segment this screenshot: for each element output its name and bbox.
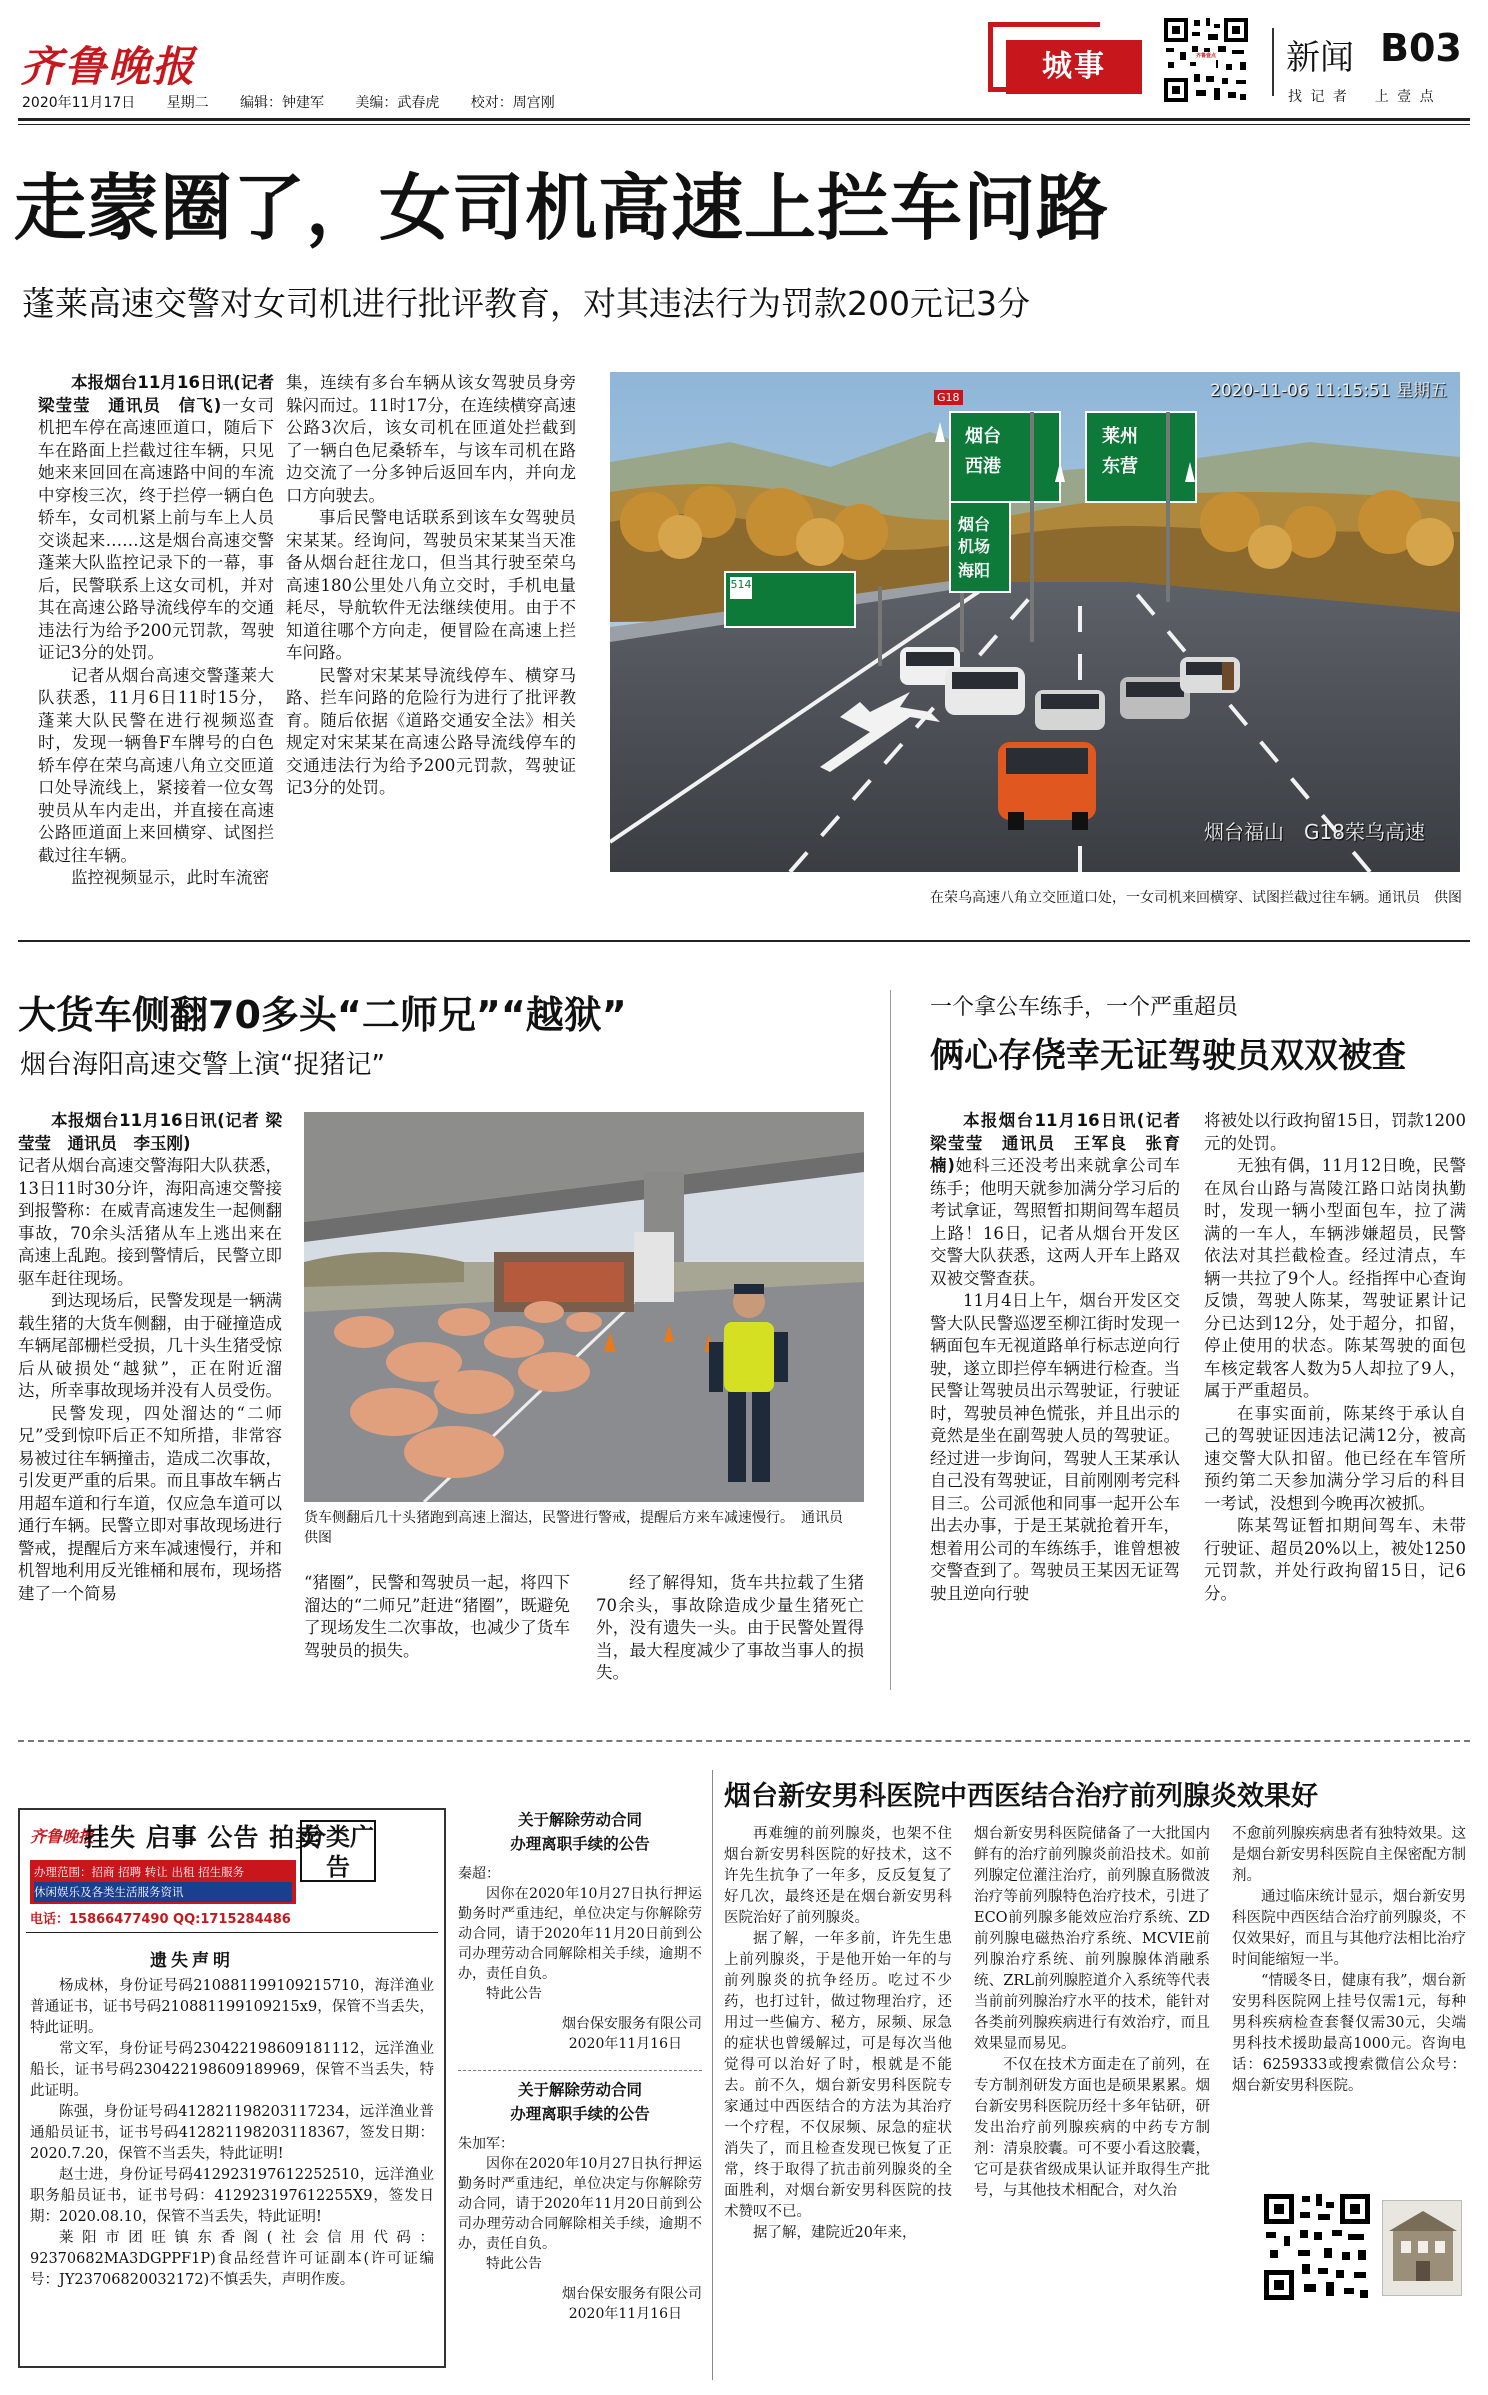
section-name: 新闻	[1286, 38, 1354, 78]
notice1-title1: 关于解除劳动合同	[517, 1811, 642, 1829]
lost-notice-item: 杨成林，身份证号码210881199109215710，海洋渔业普通证书，证书号码210881199109215x9，保管不当丢失，特此证明。	[30, 1978, 434, 2036]
hospital-ad-column-3	[1232, 1824, 1466, 2174]
hospital-ad-paragraph: “情暖冬日，健康有我”，烟台新安男科医院网上挂号仅需1元，每种男科疾病检查套餐仅需30元，尖端男科技术援助最高1000元。咨询电话：6259333或搜索微信公众号：烟台新安男科医院。	[1232, 1973, 1466, 2094]
notices-divider	[458, 2070, 702, 2071]
notice2-title2: 办理离职手续的公告	[510, 2105, 650, 2123]
story3-paragraph: 她科三还没考出来就拿公司车练手；他明天就参加满分学习后的考试拿证，驾照暂扣期间驾车超员上路！16日，记者从烟台开发区交警大队获悉，这两人开车上路双双被交警查获。	[930, 1156, 1180, 1288]
story3-column-1	[930, 1110, 1197, 1702]
story2-headline: 大货车侧翻70多头“二师兄”“越狱”	[18, 993, 627, 1037]
classified-logo: 齐鲁晚报	[30, 1827, 95, 1846]
hospital-qr-code	[1262, 2192, 1372, 2302]
lost-notice-item: 赵士进，身份证号码412923197612252510，远洋渔业职务船员证书，证书号码：412923197612255X9，签发日期：2020.08.10，保管不当丢失，特此证明!	[30, 2167, 434, 2225]
sign-dest-yantai: 烟台	[965, 426, 1001, 447]
hospital-ad-paragraph: 通过临床统计显示，烟台新安男科医院中西医结合治疗前列腺炎，不仅效果好，而且与其他疗法相比治疗时间能缩短一半。	[1232, 1889, 1466, 1968]
photo-timestamp: 2020-11-06 11:15:51 星期五	[1210, 381, 1447, 401]
issue-weekday: 星期二	[166, 95, 209, 111]
story1-column-1	[38, 372, 274, 912]
story3-byline: 本报烟台11月16日讯(记者 梁莹莹 通讯员 王军良 张育楠)	[930, 1111, 1197, 1175]
masthead-divider	[1272, 28, 1274, 96]
sign-dest-airport: 机场	[958, 537, 991, 556]
sign-dest-yantai2: 烟台	[958, 515, 991, 534]
story2-paragraph: “猪圈”，民警和驾驶员一起，将四下溜达的“二师兄”赶进“猪圈”，既避免了现场发生二次事故，也减少了货车驾驶员的损失。	[304, 1573, 570, 1660]
classified-services	[30, 1860, 296, 1904]
story3-kicker: 一个拿公车练手，一个严重超员	[930, 995, 1239, 1020]
pig-truck-photo	[304, 1112, 864, 1502]
highway-photo	[610, 372, 1460, 872]
story1-paragraph: 事后民警电话联系到该车女驾驶员宋某某。经询问，驾驶员宋某某当天准备从烟台赶往龙口，但当其行驶至荣乌高速180公里处八角立交时，手机电量耗尽，导航软件无法继续使用。由于不知道往哪个方向走，便冒险在高速上拦车问路。	[286, 508, 576, 662]
section-tag: 城事	[1006, 40, 1142, 94]
highway-photo-caption: 在荣乌高速八角立交匝道口处，一女司机来回横穿、试图拦截过往车辆。通讯员 供图	[930, 890, 1462, 906]
lost-notice-title: 遗失声明	[150, 1951, 234, 1971]
notice2-salute: 朱加军：	[458, 2136, 514, 2152]
story3-paragraph: 在事实面前，陈某终于承认自己的驾驶证因违法记满12分，被高速交警大队扣留。他已经在车管所预约第二天参加满分学习后的科目一考试，没想到今晚再次被抓。	[1204, 1403, 1466, 1513]
classified-services-line1: 办理范围：招商 招聘 转让 出租 招生服务	[34, 1865, 245, 1879]
story2-column-2	[304, 1572, 570, 1702]
story2-column-1	[18, 1110, 282, 1702]
issue-date: 2020年11月17日	[22, 95, 136, 111]
story1-column-2	[286, 372, 576, 912]
story1-paragraph: 民警对宋某某导流线停车、横穿马路、拦车问路的危险行为进行了批评教育。随后依据《道路交通安全法》相关规定对宋某某在高速公路导流线停车的交通违法行为给予200元罚款，驾驶证记3分的处罚。	[286, 665, 576, 797]
notice1	[458, 1808, 702, 2054]
story2-paragraph: 经了解得知，货车共拉载了生猪70余头，事故除造成少量生猪死亡外，没有遗失一头。由于民警处置得当，最大程度减少了事故当事人的损失。	[596, 1573, 864, 1682]
story1-paragraph: 集，连续有多台车辆从该女驾驶员身旁躲闪而过。11时17分，在连续横穿高速公路3次后，该女司机在匝道处拦截到了一辆白色尼桑轿车，与该车司机在路边交流了一分多钟后返回车内，并向龙口方向驶去。	[286, 373, 576, 505]
hospital-ad-paragraph: 不仅在技术方面走在了前列，在专方制剂研发方面也是硕果累累。烟台新安男科医院历经十多年钻研，研发出治疗前列腺疾病的中药专方制剂：清泉胶囊。可不要小看这胶囊，它可是获省级成果认证并取得生产批号，与其他技术相配合，对久治	[974, 2057, 1210, 2199]
lost-notice-item: 陈强，身份证号码412821198203117234，远洋渔业普通船员证书，证书号码412821198203118367，签发日期：2020.7.20，保管不当丢失，特此证明!	[30, 2104, 434, 2162]
sign-dest-xigang: 西港	[965, 456, 1001, 477]
story2-byline: 本报烟台11月16日讯(记者 梁莹莹 通讯员 李玉刚)	[18, 1111, 282, 1153]
classified-phone: 电话：15866477490 QQ:1715284486	[30, 1912, 291, 1927]
ads-vertical-divider	[712, 1770, 713, 2380]
story2-column-3	[596, 1572, 864, 1702]
qr-code	[1162, 16, 1250, 104]
classified-big-tag: 分类广告	[300, 1820, 376, 1882]
story3-headline: 俩心存侥幸无证驾驶员双双被查	[930, 1036, 1406, 1076]
notice1-body: 因你在2020年10月27日执行押运勤务时严重违纪，单位决定与你解除劳动合同，请于2020年11月20日前到公司办理劳动合同解除相关手续，逾期不办，责任自负。	[458, 1886, 702, 1982]
story3-paragraph: 陈某驾证暂扣期间驾车、未带行驶证、超员20%以上，被处1250元罚款，并处行政拘留15日，记6分。	[1204, 1516, 1466, 1603]
story3-paragraph: 11月4日上午，烟台开发区交警大队民警巡逻至柳江街时发现一辆面包车无视道路单行标志逆向行驶，遂立即拦停车辆进行检查。当民警让驾驶员出示驾驶证，行驶证时，驾驶员神色慌张，并且出示的竟然是坐在副驾驶人员的驾驶证。经过进一步询问，驾驶人王某承认自己没有驾驶证，目前刚刚考完科目三。公司派他和同事一起开公车出去办事，于是王某就抢着开车，想着用公司的车练练手，谁曾想被交警查到了。驾驶员王某因无证驾驶且逆向行驶	[930, 1291, 1180, 1603]
issue-meta	[22, 92, 555, 112]
hospital-logo-image	[1382, 2200, 1462, 2296]
story1-headline: 走蒙圈了，女司机高速上拦车问路	[14, 166, 1110, 250]
notice2-body: 因你在2020年10月27日执行押运勤务时严重违纪，单位决定与你解除劳动合同，请于2020年11月20日前到公司办理劳动合同解除相关手续，逾期不办，责任自负。	[458, 2156, 702, 2252]
story1-bottom-rule	[18, 940, 1470, 942]
notice1-salute: 秦超：	[458, 1866, 500, 1882]
story2-paragraph: 到达现场后，民警发现是一辆满载生猪的大货车侧翻，由于碰撞造成车辆尾部栅栏受损，几十头生猪受惊后从破损处“越狱”，正在附近溜达，所幸事故现场并没有人员受伤。	[18, 1291, 282, 1400]
notice1-sign: 特此公告	[486, 1986, 542, 2002]
masthead-rule-thin	[18, 124, 1470, 125]
newspaper-logo: 齐鲁晚报	[20, 42, 197, 91]
story2-paragraph: 民警发现，四处溜达的“二师兄”受到惊吓后正不知所措，非常容易被过往车辆撞击，造成二次事故，引发更严重的后果。而且事故车辆占用超车道和行车道，仅应急车道可以通行车辆。民警立即对事故现场进行警戒，提醒后方来车减速慢行，并和机智地利用反光锥桶和展布，现场搭建了一个简易	[18, 1403, 282, 1603]
story3-column-2	[1204, 1110, 1466, 1702]
story2-story3-divider	[890, 990, 891, 1690]
notice2-sign: 特此公告	[486, 2256, 542, 2272]
classified-services-line2: 休闲娱乐及各类生活服务资讯	[34, 1882, 292, 1902]
story1-paragraph: 记者从烟台高速交警蓬莱大队获悉，11月6日11时15分，蓬莱大队民警在进行视频巡查时，发现一辆鲁F车牌号的白色轿车停在荣乌高速八角立交匝道口处导流线上，紧接着一位女驾驶员从车内走出，并直接在高速公路匝道面上来回横穿、试图拦截过往车辆。	[38, 665, 274, 865]
notice2-date: 2020年11月16日	[568, 2306, 682, 2322]
editor-credit: 编辑：钟建军	[239, 95, 324, 111]
sign-dest-laizhou: 莱州	[1102, 426, 1138, 447]
story3-paragraph: 将被处以行政拘留15日，罚款1200元的处罚。	[1204, 1111, 1466, 1153]
sign-dest-dongying: 东营	[1102, 456, 1138, 477]
designer-credit: 美编：武春虎	[355, 95, 440, 111]
hospital-ad-paragraph: 再难缠的前列腺炎，也架不住烟台新安男科医院的好技术，这不许先生抗争了一年多，反反复复了好几次，最终还是在烟台新安男科医院治好了前列腺炎。	[724, 1826, 952, 1926]
reporter-line: 找 记 者 上 壹 点	[1288, 89, 1436, 105]
hospital-ad-paragraph: 据了解，建院近20年来，	[753, 2225, 917, 2241]
lost-notice-list	[30, 1976, 434, 2364]
story1-paragraph: 监控视频显示，此时车流密	[71, 868, 269, 887]
notice1-title2: 办理离职手续的公告	[510, 1835, 650, 1853]
notice1-company: 烟台保安服务有限公司	[562, 2016, 702, 2032]
classified-tagline: 挂失 启事 公告 拍卖	[84, 1823, 322, 1852]
page-number: B03	[1380, 26, 1462, 70]
story2-paragraph: 记者从烟台高速交警海阳大队获悉，13日11时30分许，海阳高速交警接到报警称：在威青高速发生一起侧翻事故，70余头活猪从车上逃出来在高速上乱跑。接到警情后，民警立即驱车赶往现场。	[18, 1156, 282, 1288]
qr-label: 齐鲁壹点	[1196, 53, 1217, 59]
lost-notice-item: 常文军，身份证号码230422198609181112，远洋渔业船长，证书号码230422198609189969，保管不当丢失，特此证明。	[30, 2041, 434, 2099]
story1-paragraph: 一女司机把车停在高速匝道口，随后下车在路面上拦截过往车辆，只见她来来回回在高速路中间的车流中穿梭三次，终于拦停一辆白色轿车，女司机紧上前与车上人员交谈起来……这是烟台高速交警蓬莱大队监控记录下的一幕，事后，民警联系上这女司机，并对其在高速公路导流线停车的交通违法行为给予200元罚款，驾驶证记3分的处罚。	[38, 395, 275, 662]
classified-header-rule	[26, 1932, 438, 1933]
ads-divider	[18, 1740, 1470, 1742]
notice2	[458, 2078, 702, 2324]
proofreader-credit: 校对：周宫刚	[470, 95, 555, 111]
photo-location: 烟台福山 G18荣乌高速	[1204, 820, 1425, 844]
hospital-ad-headline: 烟台新安男科医院中西医结合治疗前列腺炎效果好	[724, 1781, 1318, 1812]
sign-exit: 514	[730, 578, 752, 591]
hospital-ad-column-2	[974, 1824, 1210, 2384]
story3-paragraph: 无独有偶，11月12日晚，民警在凤台山路与嵩陵江路口站岗执勤时，发现一辆小型面包车，拉了满满的一车人，车辆涉嫌超员，民警依法对其拦截检查。经过清点，车辆一共拉了9个人。经指挥中心查询反馈，驾驶人陈某，驾驶证累计记分已达到12分，处于超分，扣留，停止使用的状态。陈某驾驶的面包车核定载客人数为5人却拉了9人，属于严重超员。	[1204, 1156, 1466, 1400]
notice2-company: 烟台保安服务有限公司	[562, 2286, 702, 2302]
notice1-date: 2020年11月16日	[568, 2036, 682, 2052]
hospital-ad-paragraph: 烟台新安男科医院储备了一大批国内鲜有的治疗前列腺炎前沿技术。如前列腺定位灌注治疗，前列腺直肠微波治疗等前列腺特色治疗技术，引进了ECO前列腺多能效应治疗系统、ZD前列腺电磁热治疗系统、MCVIE前列腺治疗系统、前列腺腺体消融系统、ZRL前列腺腔道介入系统等代表当前前列腺治疗水平的技术，能针对各类前列腺疾病进行有效治疗，而且效果显而易见。	[974, 1826, 1210, 2052]
story1-subhead: 蓬莱高速交警对女司机进行批评教育，对其违法行为罚款200元记3分	[22, 284, 1030, 323]
story2-subhead: 烟台海阳高速交警上演“捉猪记”	[20, 1050, 385, 1080]
notice2-title1: 关于解除劳动合同	[517, 2081, 642, 2099]
hospital-ad-paragraph: 据了解，一年多前，许先生患上前列腺炎，于是他开始一年的与前列腺炎的抗争经历。吃过不少药，也打过针，做过物理治疗，还用过一些偏方、秘方，尿频、尿急的症状也曾缓解过，可是每次当他觉得可以治好了时，根就是不能去。前不久，烟台新安男科医院专家通过中西医结合的方法为其治疗一个疗程，不仅尿频、尿急的症状消失了，而且检查发现已恢复了正常，终于取得了抗击前列腺炎的全面胜利，对烟台新安男科医院的技术赞叹不已。	[724, 1931, 952, 2220]
hospital-ad-paragraph: 不愈前列腺疾病患者有独特效果。这是烟台新安男科医院自主保密配方制剂。	[1232, 1826, 1466, 1884]
masthead-rule	[18, 118, 1470, 121]
sign-dest-haiyang: 海阳	[958, 561, 991, 580]
hospital-ad-column-1	[724, 1824, 952, 2384]
sign-route-g18: G18	[934, 390, 963, 405]
pig-photo-caption: 货车侧翻后几十头猪跑到高速上溜达，民警进行警戒，提醒后方来车减速慢行。 通讯员 供图	[304, 1510, 857, 1546]
story1-byline: 本报烟台11月16日讯(记者 梁莹莹 通讯员 信飞)	[38, 373, 274, 415]
lost-notice-item: 莱阳市团旺镇东香阁(社会信用代码：92370682MA3DGPPF1P)食品经营许可证副本(许可证编号：JY23706820032172)不慎丢失，声明作废。	[30, 2230, 434, 2288]
